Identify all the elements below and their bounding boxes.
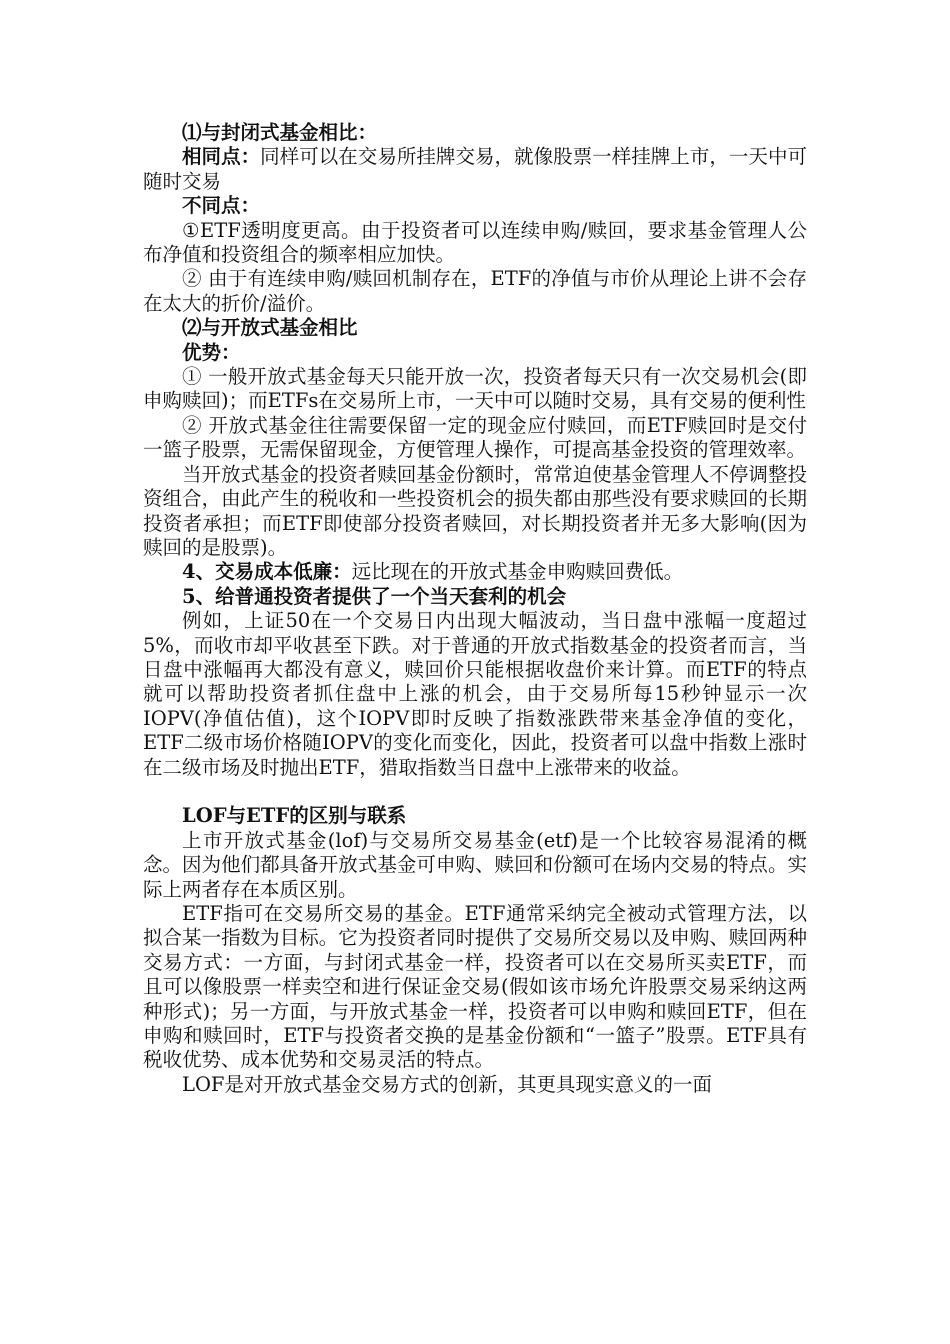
label-point-4: 4、交易成本低廉：: [182, 560, 352, 584]
text-point-4: 远比现在的开放式基金申购赎回费低。: [351, 560, 684, 584]
paragraph-similarities: [143, 145, 807, 194]
paragraph-difference-1: ①ETF透明度更高。由于投资者可以连续申购/赎回，要求基金管理人公布净值和投资组合的频率相应加快。: [143, 218, 807, 267]
paragraph-lof-2: ETF指可在交易所交易的基金。ETF通常采纳完全被动式管理方法，以拟合某一指数为目标。它为投资者同时提供了交易所交易以及申购、赎回两种交易方式：一方面，与封闭式基金一样，投资者可以在交易所买卖ETF，而且可以像股票一样卖空和进行保证金交易(假如该市场允许股票交易采纳这两种形式)；另一方面，与开放式基金一样，投资者可以申购和赎回ETF，但在申购和赎回时，ETF与投资者交换的是基金份额和“一篮子”股票。ETF具有税收优势、成本优势和交易灵活的特点。: [143, 901, 807, 1072]
paragraph-lof-3: LOF是对开放式基金交易方式的创新，其更具现实意义的一面: [182, 1072, 712, 1096]
section-heading-lof-etf: LOF与ETF的区别与联系: [182, 804, 407, 828]
paragraph-point-5: 例如，上证50在一个交易日内出现大幅波动，当日盘中涨幅一度超过5%，而收市却平收甚至下跌。对于普通的开放式指数基金的投资者而言，当日盘中涨幅再大都没有意义，赎回价只能根据收盘价来计算。而ETF的特点就可以帮助投资者抓住盘中上涨的机会，由于交易所每15秒钟显示一次IOPV(净值估值)，这个IOPV即时反映了指数涨跌带来基金净值的变化，ETF二级市场价格随IOPV的变化而变化，因此，投资者可以盘中指数上涨时在二级市场及时抛出ETF，猎取指数当日盘中上涨带来的收益。: [143, 609, 807, 779]
paragraph-lof-1: 上市开放式基金(lof)与交易所交易基金(etf)是一个比较容易混淆的概念。因为他们都具备开放式基金可申购、赎回和份额可在场内交易的特点。实际上两者存在本质区别。: [143, 828, 807, 901]
paragraph-difference-2: ② 由于有连续申购/赎回机制存在，ETF的净值与市价从理论上讲不会存在太大的折价/溢价。: [143, 267, 807, 315]
paragraph-point-4: [143, 560, 807, 584]
label-advantages: 优势：: [182, 340, 241, 364]
section-heading-closed-end: ⑴与封闭式基金相比：: [182, 121, 378, 144]
paragraph-advantage-2: ② 开放式基金往往需要保留一定的现金应付赎回，而ETF赎回时是交付一篮子股票，无需保留现金，方便管理人操作，可提高基金投资的管理效率。: [143, 413, 807, 462]
section-heading-open-end: ⑵与开放式基金相比: [182, 316, 358, 340]
paragraph-advantage-3: 当开放式基金的投资者赎回基金份额时，常常迫使基金管理人不停调整投资组合，由此产生的税收和一些投资机会的损失都由那些没有要求赎回的长期投资者承担；而ETF即使部分投资者赎回，对长期投资者并无多大影响(因为赎回的是股票)。: [143, 462, 807, 559]
text-similarities: 同样可以在交易所挂牌交易，就像股票一样挂牌上市，一天中可随时交易: [143, 145, 807, 193]
label-similarities: 相同点：: [182, 145, 261, 169]
heading-point-5: 5、给普通投资者提供了一个当天套利的机会: [182, 584, 567, 608]
paragraph-advantage-1: ① 一般开放式基金每天只能开放一次，投资者每天只有一次交易机会(即申购赎回)；而ETFs在交易所上市，一天中可以随时交易，具有交易的便利性: [143, 365, 807, 413]
document-body: [143, 121, 807, 1097]
label-differences: 不同点：: [182, 194, 261, 218]
